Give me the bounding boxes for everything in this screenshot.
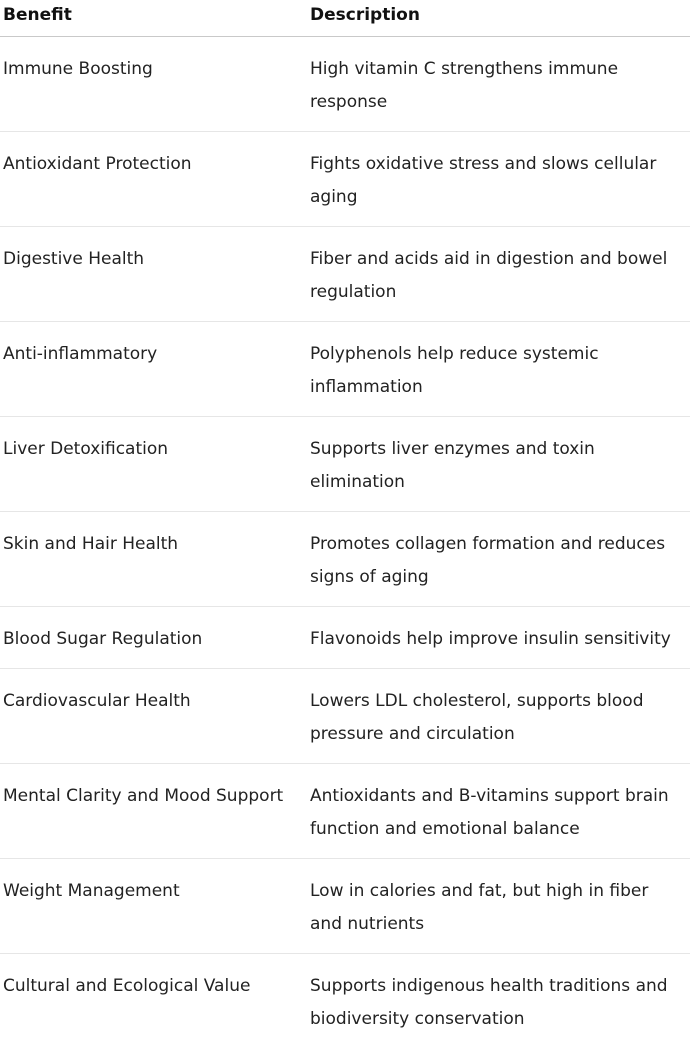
- benefit-cell: Weight Management: [0, 859, 307, 954]
- column-header-benefit: Benefit: [0, 0, 307, 37]
- benefit-cell: Antioxidant Protection: [0, 132, 307, 227]
- table-row: [0, 322, 690, 417]
- benefit-cell: Anti-inflammatory: [0, 322, 307, 417]
- description-cell: Polyphenols help reduce systemic inflammation: [307, 322, 690, 417]
- description-cell: Low in calories and fat, but high in fiber and nutrients: [307, 859, 690, 954]
- table-row: [0, 764, 690, 859]
- benefit-cell: Liver Detoxification: [0, 417, 307, 512]
- description-cell: Supports indigenous health traditions and biodiversity conservation: [307, 954, 690, 1048]
- benefit-cell: Skin and Hair Health: [0, 512, 307, 607]
- table-header: [0, 0, 690, 37]
- table-row: [0, 37, 690, 132]
- description-cell: High vitamin C strengthens immune response: [307, 37, 690, 132]
- description-cell: Flavonoids help improve insulin sensitivity: [307, 607, 690, 669]
- table-row: [0, 669, 690, 764]
- table-row: [0, 512, 690, 607]
- table-body: [0, 37, 690, 1048]
- table-row: [0, 954, 690, 1048]
- benefit-cell: Mental Clarity and Mood Support: [0, 764, 307, 859]
- description-cell: Antioxidants and B-vitamins support brain function and emotional balance: [307, 764, 690, 859]
- benefit-cell: Digestive Health: [0, 227, 307, 322]
- benefit-cell: Cultural and Ecological Value: [0, 954, 307, 1048]
- description-cell: Lowers LDL cholesterol, supports blood pressure and circulation: [307, 669, 690, 764]
- column-header-description: Description: [307, 0, 690, 37]
- description-cell: Supports liver enzymes and toxin elimination: [307, 417, 690, 512]
- description-cell: Fights oxidative stress and slows cellular aging: [307, 132, 690, 227]
- benefit-cell: Cardiovascular Health: [0, 669, 307, 764]
- table-row: [0, 227, 690, 322]
- header-row: [0, 0, 690, 37]
- table-row: [0, 417, 690, 512]
- benefit-cell: Immune Boosting: [0, 37, 307, 132]
- description-cell: Fiber and acids aid in digestion and bowel regulation: [307, 227, 690, 322]
- benefit-cell: Blood Sugar Regulation: [0, 607, 307, 669]
- table-row: [0, 859, 690, 954]
- table-row: [0, 132, 690, 227]
- description-cell: Promotes collagen formation and reduces signs of aging: [307, 512, 690, 607]
- table-row: [0, 607, 690, 669]
